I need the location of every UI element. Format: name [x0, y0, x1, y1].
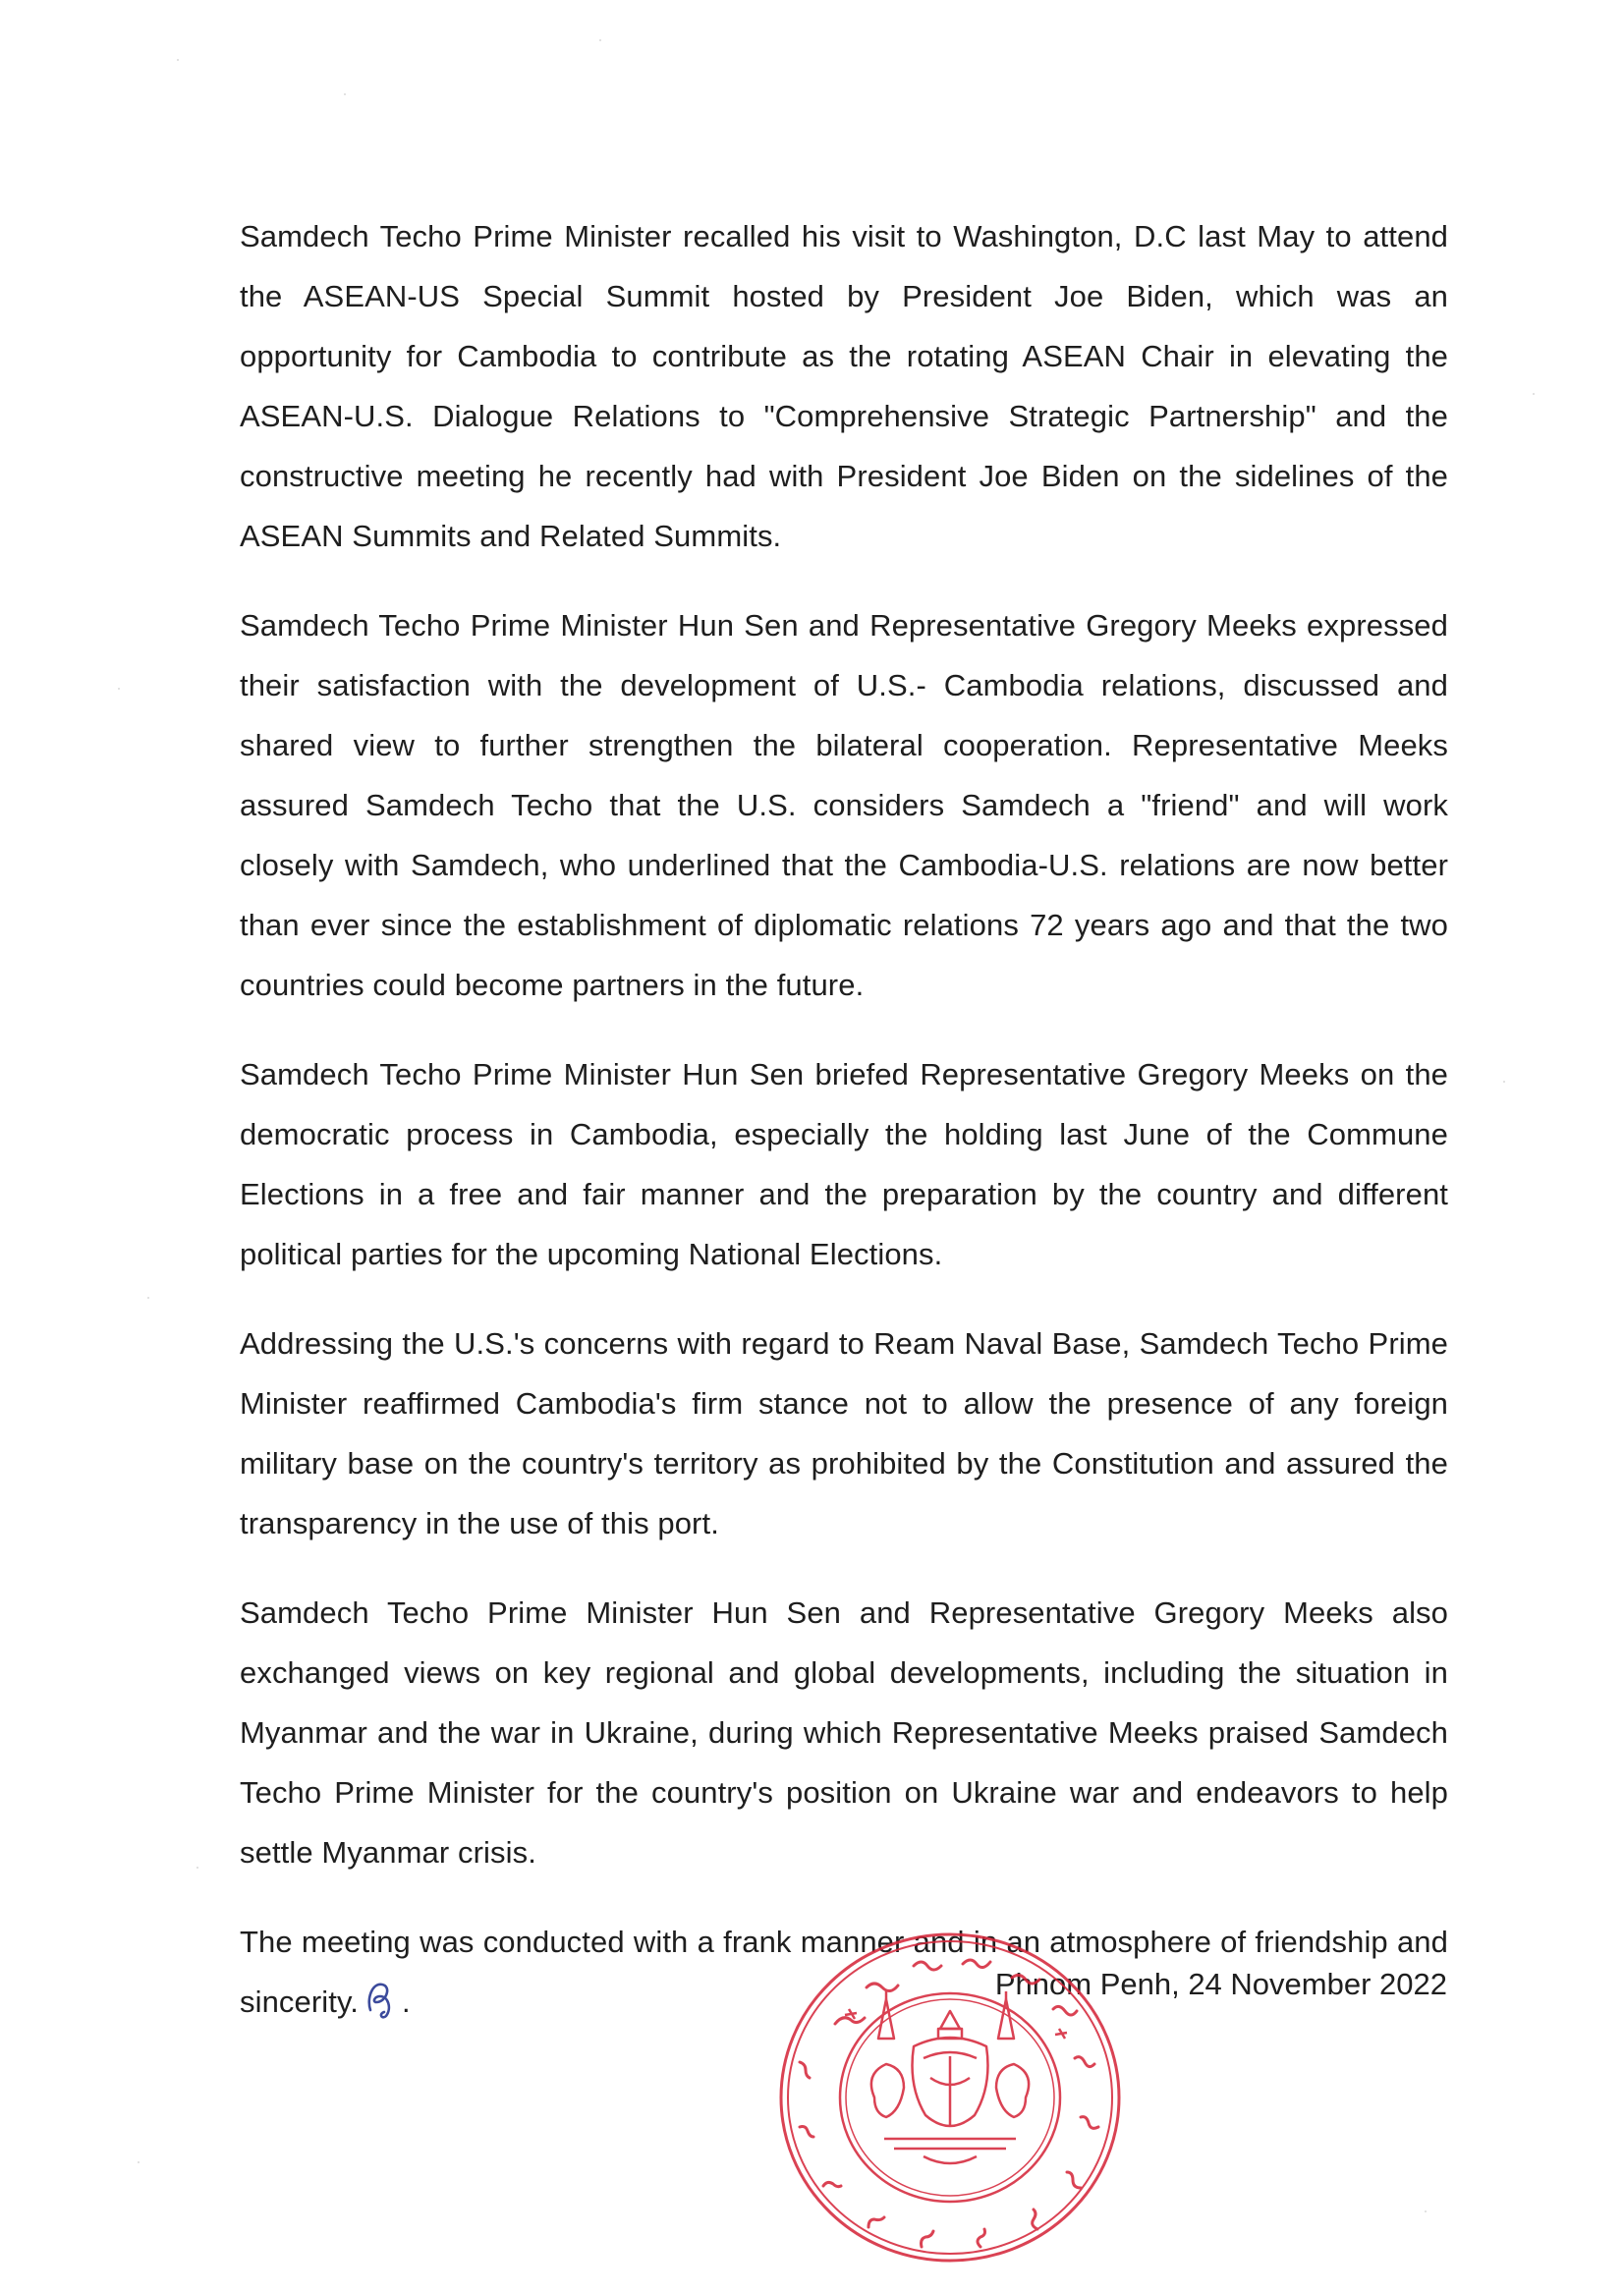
date-line: Phnom Penh, 24 November 2022	[994, 1967, 1447, 2001]
closing-text: The meeting was conducted with a frank manner and in an atmosphere of friendship and sincerity.	[240, 1925, 1448, 2019]
paragraph-5: Samdech Techo Prime Minister Hun Sen and Representative Gregory Meeks also exchanged views on key regional and global developments, including the situation in Myanmar and the war in Ukraine, during which Representative Meeks praised Samdech Techo Prime Minister for the country's position on Ukraine war and endeavors to help settle Myanmar crisis.	[240, 1595, 1448, 1870]
paragraph-1: Samdech Techo Prime Minister recalled his visit to Washington, D.C last May to attend the ASEAN-US Special Summit hosted by President Joe Biden, which was an opportunity for Cambodia to contribute as the rotating ASEAN Chair in elevating the ASEAN-U.S. Dialogue Relations to "Comprehensive Strategic Partnership" and the constructive meeting he recently had with President Joe Biden on the sidelines of the ASEAN Summits and Related Summits.	[240, 219, 1448, 553]
letter-body	[240, 206, 1448, 2032]
closing-suffix: .	[402, 1985, 411, 2019]
handwritten-initial-icon	[363, 1977, 402, 2020]
paragraph-2: Samdech Techo Prime Minister Hun Sen and Representative Gregory Meeks expressed their satisfaction with the development of U.S.- Cambodia relations, discussed and shared view to further strengthen the bilateral cooperation. Representative Meeks assured Samdech Techo that the U.S. considers Samdech a "friend" and will work closely with Samdech, who underlined that the Cambodia-U.S. relations are now better than ever since the establishment of diplomatic relations 72 years ago and that the two countries could become partners in the future.	[240, 608, 1448, 1002]
royal-seal-stamp-icon	[776, 1930, 1125, 2265]
paragraph-3: Samdech Techo Prime Minister Hun Sen briefed Representative Gregory Meeks on the democratic process in Cambodia, especially the holding last June of the Commune Elections in a free and fair manner and the preparation by the country and different political parties for the upcoming National Elections.	[240, 1057, 1448, 1271]
paragraph-4: Addressing the U.S.'s concerns with regard to Ream Naval Base, Samdech Techo Prime Minister reaffirmed Cambodia's firm stance not to allow the presence of any foreign military base on the country's territory as prohibited by the Constitution and assured the transparency in the use of this port.	[240, 1326, 1448, 1540]
